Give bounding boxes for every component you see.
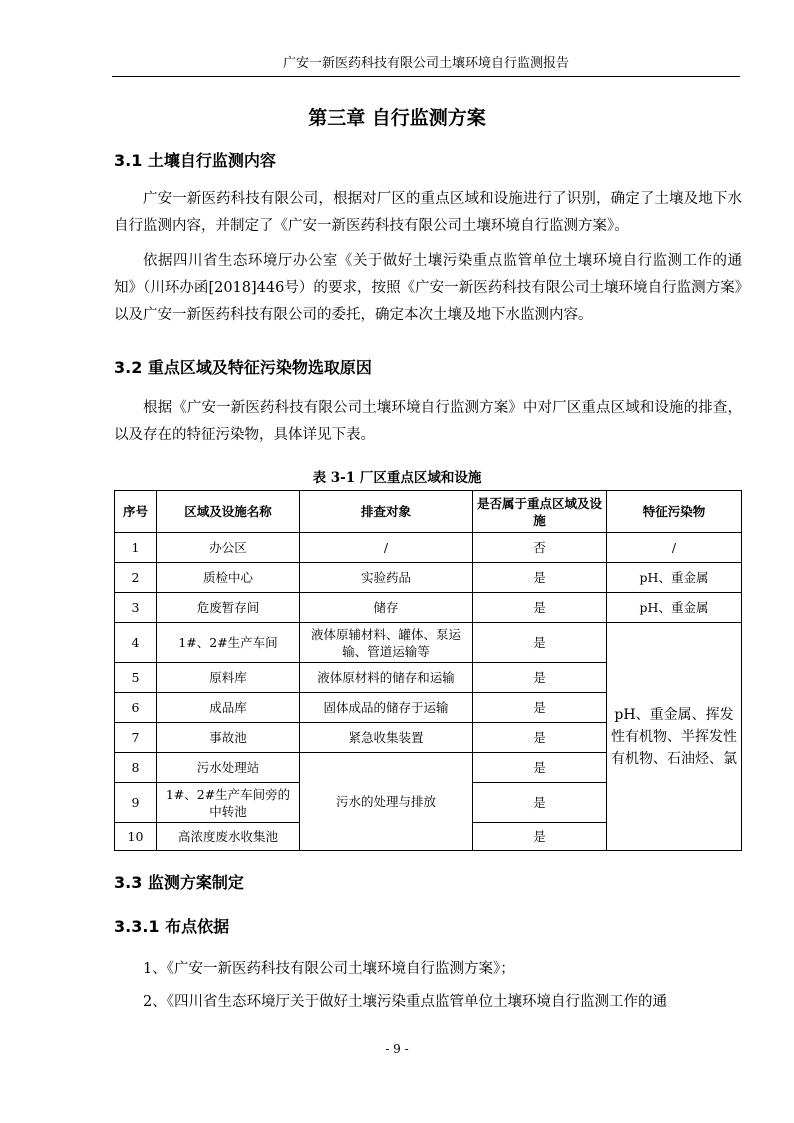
cell-area-name: 质检中心 [157,563,300,593]
cell-no: 2 [115,563,157,593]
header-pollutant: 特征污染物 [607,491,742,533]
cell-area-name: 1#、2#生产车间旁的中转池 [157,783,300,823]
cell-is-key: 是 [473,723,607,753]
cell-target: 实验药品 [300,563,473,593]
key-areas-table [114,490,742,851]
cell-no: 3 [115,593,157,623]
table-header-row [115,491,742,533]
cell-is-key: 是 [473,823,607,851]
cell-no: 4 [115,623,157,663]
section-heading-3-3: 3.3 监测方案制定 [114,873,244,892]
paragraph-basis: 依据四川省生态环境厅办公室《关于做好土壤污染重点监管单位土壤环境自行监测工作的通知》（川环办函[2018]446号）的要求，按照《广安一新医药科技有限公司土壤环境自行监测方案》以及广安一新医药科技有限公司的委托，确定本次土壤及地下水监测内容。 [114,253,742,323]
cell-is-key: 是 [473,663,607,693]
cell-pollutant: pH、重金属 [607,563,742,593]
cell-area-name: 原料库 [157,663,300,693]
cell-no: 5 [115,663,157,693]
cell-merged-pollutant: pH、重金属、挥发性有机物、半挥发性有机物、石油烃、氯 [607,623,742,851]
header-area-name: 区域及设施名称 [157,491,300,533]
table-row [115,593,742,623]
cell-pollutant: pH、重金属 [607,593,742,623]
cell-is-key: 是 [473,753,607,783]
cell-target: 液体原辅材料、罐体、泵运输、管道运输等 [300,623,473,663]
cell-pollutant: / [607,533,742,563]
header-is-key: 是否属于重点区域及设施 [473,491,607,533]
table-row [115,533,742,563]
paragraph-intro: 广安一新医药科技有限公司，根据对厂区的重点区域和设施进行了识别，确定了土壤及地下水自行监测内容，并制定了《广安一新医药科技有限公司土壤环境自行监测方案》。 [114,191,742,234]
cell-no: 6 [115,693,157,723]
cell-no: 10 [115,823,157,851]
cell-is-key: 是 [473,623,607,663]
section-heading-3-3-1: 3.3.1 布点依据 [114,917,230,936]
chapter-title: 第三章 自行监测方案 [308,107,486,129]
cell-area-name: 事故池 [157,723,300,753]
cell-target: 液体原材料的储存和运输 [300,663,473,693]
cell-target: 固体成品的储存于运输 [300,693,473,723]
cell-target: / [300,533,473,563]
cell-is-key: 是 [473,693,607,723]
cell-area-name: 成品库 [157,693,300,723]
header-target: 排查对象 [300,491,473,533]
cell-is-key: 是 [473,783,607,823]
cell-no: 8 [115,753,157,783]
table-row [115,623,742,663]
header-no: 序号 [115,491,157,533]
cell-area-name: 1#、2#生产车间 [157,623,300,663]
list-item: 2、《四川省生态环境厅关于做好土壤污染重点监管单位土壤环境自行监测工作的通 [143,994,667,1010]
cell-is-key: 否 [473,533,607,563]
page-number: - 9 - [385,1042,409,1056]
page-header: 广安一新医药科技有限公司土壤环境自行监测报告 [112,52,740,77]
table-caption: 表 3-1 厂区重点区域和设施 [312,470,482,486]
paragraph-table-intro: 根据《广安一新医药科技有限公司土壤环境自行监测方案》中对厂区重点区域和设施的排查，以及存在的特征污染物，具体详见下表。 [114,400,742,443]
cell-target: 储存 [300,593,473,623]
cell-area-name: 高浓度废水收集池 [157,823,300,851]
cell-is-key: 是 [473,593,607,623]
section-heading-3-2: 3.2 重点区域及特征污染物选取原因 [114,358,372,377]
cell-area-name: 办公区 [157,533,300,563]
cell-no: 1 [115,533,157,563]
cell-area-name: 危废暂存间 [157,593,300,623]
section-heading-3-1: 3.1 土壤自行监测内容 [114,151,276,170]
cell-merged-target: 污水的处理与排放 [300,753,473,851]
cell-area-name: 污水处理站 [157,753,300,783]
cell-no: 9 [115,783,157,823]
cell-no: 7 [115,723,157,753]
cell-target: 紧急收集装置 [300,723,473,753]
table-row [115,563,742,593]
cell-is-key: 是 [473,563,607,593]
list-item: 1、《广安一新医药科技有限公司土壤环境自行监测方案》； [143,961,515,977]
